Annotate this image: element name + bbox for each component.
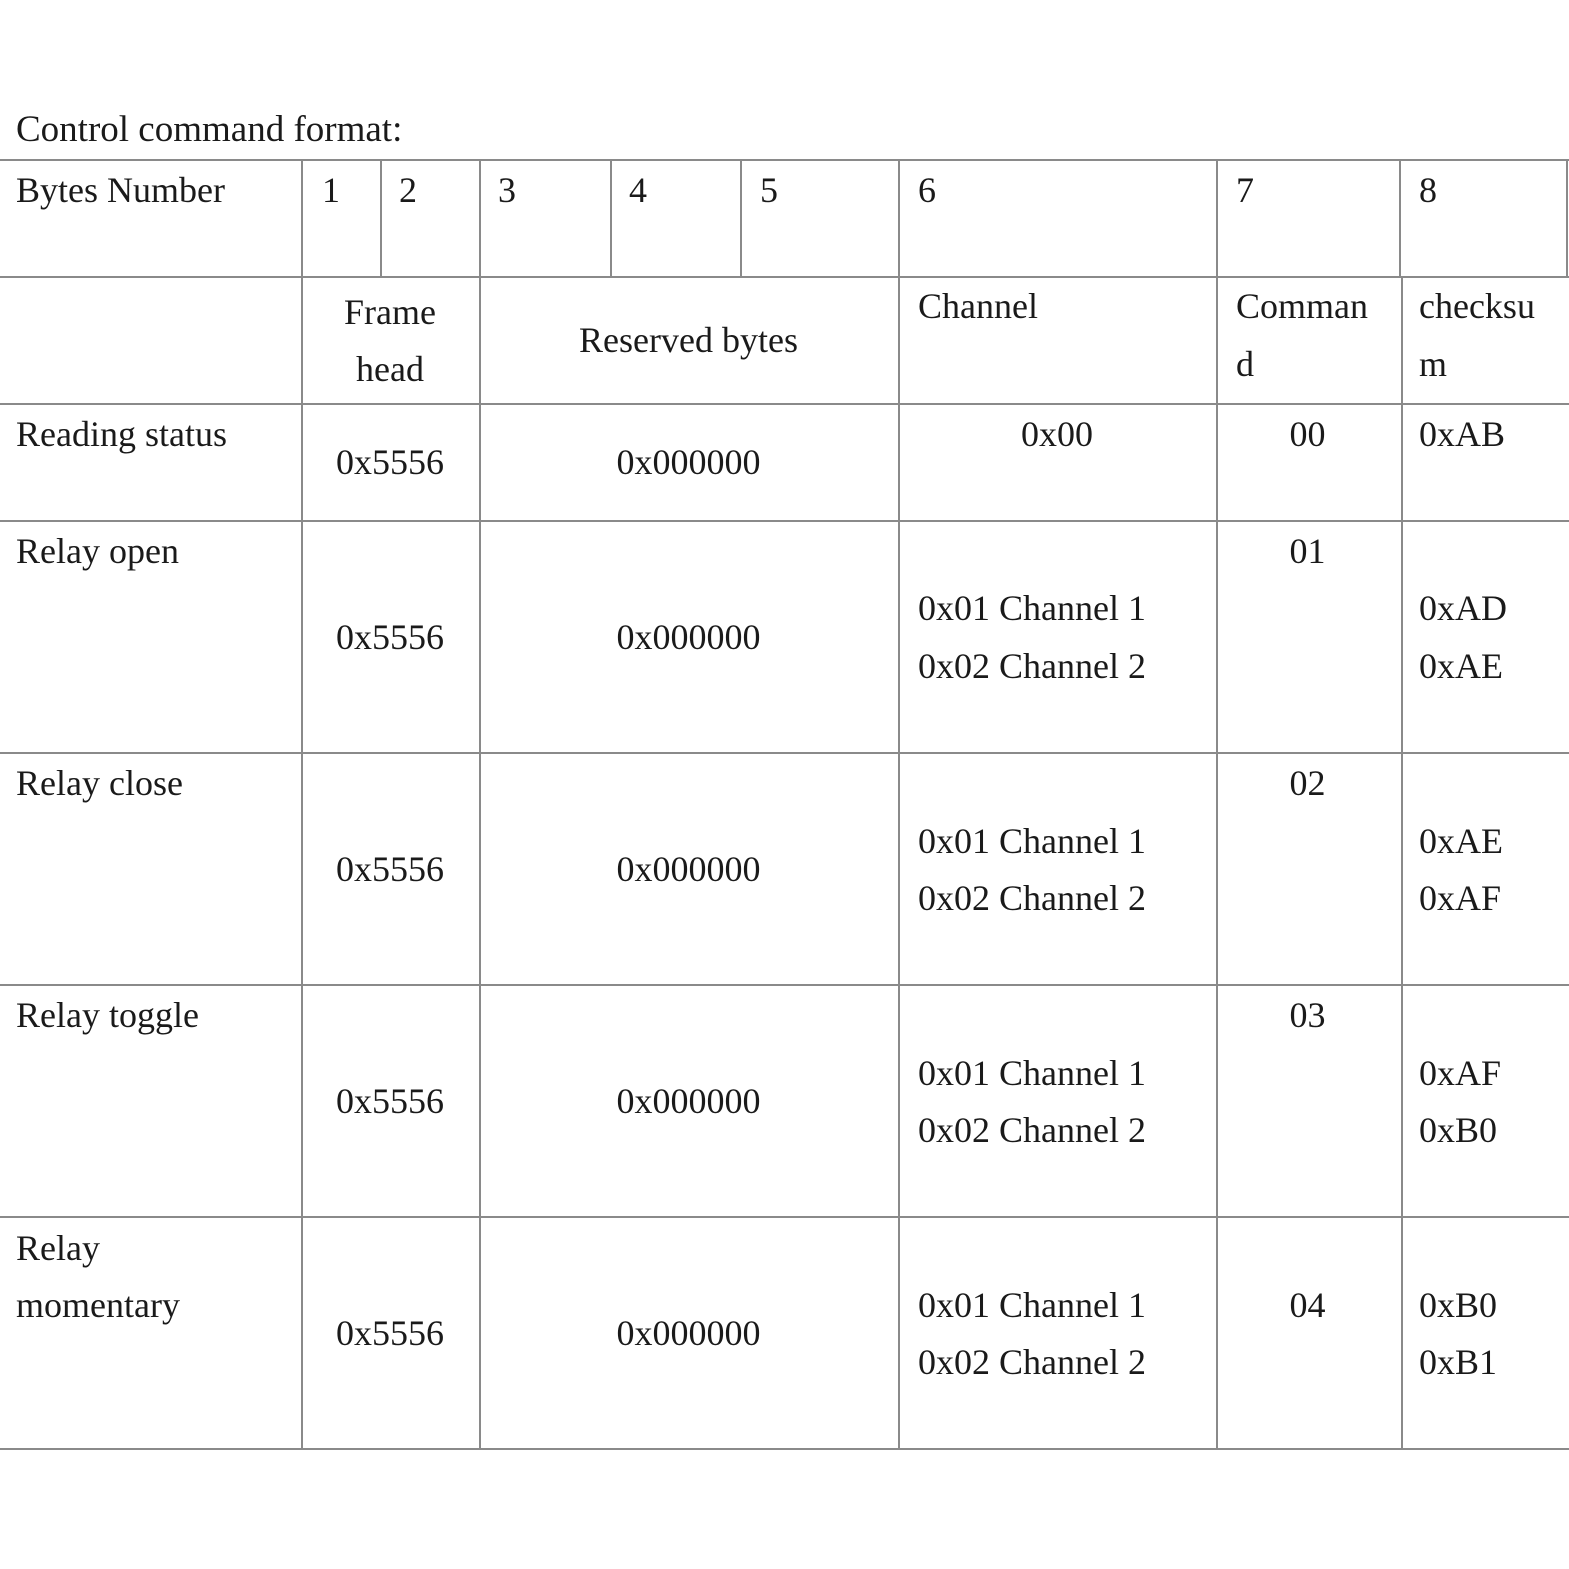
byte-number-5: 5 bbox=[760, 170, 778, 210]
channel-value: 0x01 Channel 1 bbox=[918, 1285, 1146, 1325]
byte-number-8: 8 bbox=[1419, 170, 1437, 210]
byte-number-4: 4 bbox=[629, 170, 647, 210]
table-rule bbox=[380, 159, 382, 278]
byte-number-7: 7 bbox=[1236, 170, 1254, 210]
frame-head-header: head bbox=[356, 349, 424, 389]
reserved-value: 0x000000 bbox=[616, 1081, 761, 1121]
table-rule bbox=[0, 1216, 1569, 1218]
channel-value: 0x02 Channel 2 bbox=[918, 646, 1146, 686]
table-rule bbox=[0, 984, 1569, 986]
frame-head-value: 0x5556 bbox=[336, 442, 444, 482]
checksum-value: 0xAD bbox=[1419, 588, 1507, 628]
checksum-header: m bbox=[1419, 344, 1448, 384]
header-label: Bytes Number bbox=[16, 170, 225, 210]
table-rule bbox=[0, 1448, 1569, 1450]
frame-head-header: Frame bbox=[344, 292, 436, 332]
table-rule bbox=[0, 752, 1569, 754]
table-rule bbox=[0, 520, 1569, 522]
channel-value: 0x02 Channel 2 bbox=[918, 1110, 1146, 1150]
table-rule bbox=[0, 403, 1569, 405]
checksum-value: 0xAF bbox=[1419, 878, 1502, 918]
row-name: Relay open bbox=[16, 531, 179, 571]
channel-value: 0x01 Channel 1 bbox=[918, 821, 1146, 861]
command-value: 02 bbox=[1289, 763, 1326, 803]
checksum-value: 0xB0 bbox=[1419, 1110, 1498, 1150]
reserved-bytes-header: Reserved bytes bbox=[579, 320, 798, 360]
reserved-value: 0x000000 bbox=[616, 1313, 761, 1353]
frame-head-value: 0x5556 bbox=[336, 849, 444, 889]
channel-value: 0x02 Channel 2 bbox=[918, 1342, 1146, 1382]
channel-value: 0x00 bbox=[1021, 414, 1093, 454]
frame-head-value: 0x5556 bbox=[336, 617, 444, 657]
table-rule bbox=[898, 159, 900, 1450]
row-name: momentary bbox=[16, 1285, 180, 1325]
byte-number-3: 3 bbox=[498, 170, 516, 210]
command-value: 04 bbox=[1289, 1285, 1326, 1325]
command-header: d bbox=[1236, 344, 1254, 384]
row-name: Relay toggle bbox=[16, 995, 199, 1035]
checksum-value: 0xAE bbox=[1419, 821, 1503, 861]
checksum-value: 0xAB bbox=[1419, 414, 1506, 454]
checksum-header: checksu bbox=[1419, 286, 1535, 326]
checksum-value: 0xB1 bbox=[1419, 1342, 1498, 1382]
byte-number-6: 6 bbox=[918, 170, 936, 210]
table-rule bbox=[1566, 159, 1568, 278]
row-name: Relay close bbox=[16, 763, 183, 803]
frame-head-value: 0x5556 bbox=[336, 1081, 444, 1121]
channel-value: 0x01 Channel 1 bbox=[918, 588, 1146, 628]
table-rule bbox=[1399, 159, 1401, 278]
table-rule bbox=[610, 159, 612, 278]
command-value: 03 bbox=[1289, 995, 1326, 1035]
command-value: 01 bbox=[1289, 531, 1326, 571]
frame-head-value: 0x5556 bbox=[336, 1313, 444, 1353]
byte-number-2: 2 bbox=[399, 170, 417, 210]
channel-value: 0x02 Channel 2 bbox=[918, 878, 1146, 918]
table-rule bbox=[740, 159, 742, 278]
checksum-value: 0xAF bbox=[1419, 1053, 1502, 1093]
channel-header: Channel bbox=[918, 286, 1038, 326]
page-title: Control command format: bbox=[16, 109, 403, 150]
reserved-value: 0x000000 bbox=[616, 849, 761, 889]
row-name: Reading status bbox=[16, 414, 227, 454]
byte-number-1: 1 bbox=[322, 170, 340, 210]
table-rule bbox=[0, 159, 1569, 161]
checksum-value: 0xB0 bbox=[1419, 1285, 1498, 1325]
channel-value: 0x01 Channel 1 bbox=[918, 1053, 1146, 1093]
reserved-value: 0x000000 bbox=[616, 617, 761, 657]
table-rule bbox=[0, 276, 1569, 278]
command-value: 00 bbox=[1289, 414, 1326, 454]
row-name: Relay bbox=[16, 1228, 100, 1268]
reserved-value: 0x000000 bbox=[616, 442, 761, 482]
checksum-value: 0xAE bbox=[1419, 646, 1503, 686]
command-header: Comman bbox=[1236, 286, 1368, 326]
table-rule bbox=[1401, 276, 1403, 1450]
